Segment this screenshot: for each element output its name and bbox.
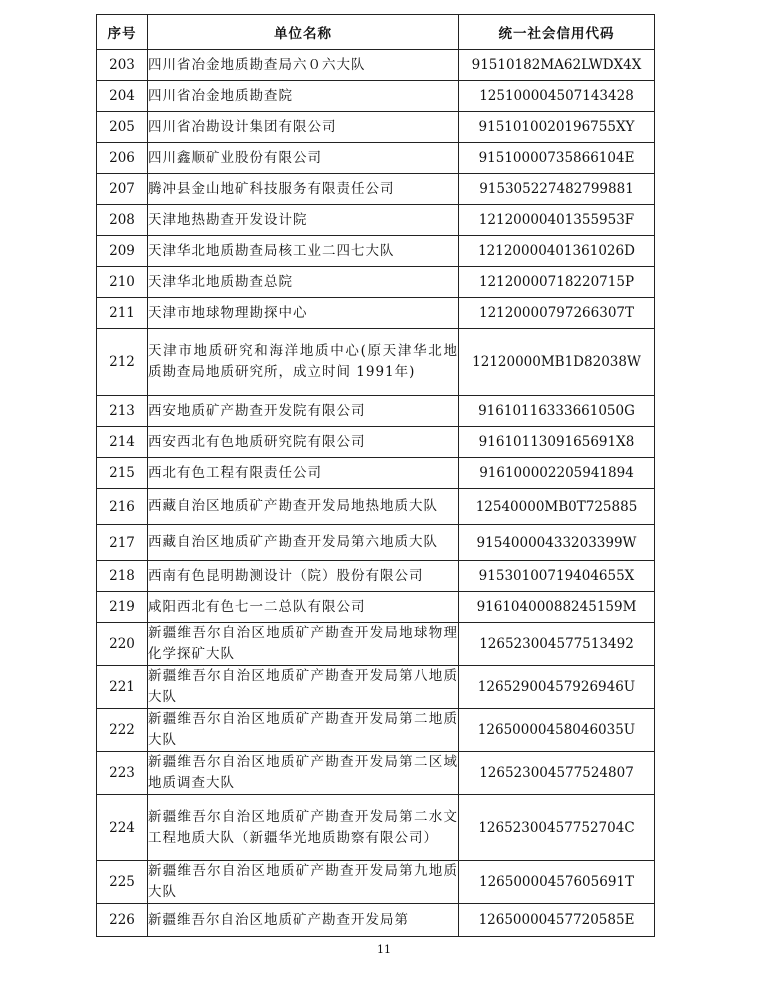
table-row — [97, 112, 655, 143]
row-credit-code: 9151010020196755XY — [459, 112, 655, 143]
row-credit-code: 91540000433203399W — [459, 525, 655, 561]
row-credit-code: 12650000458046035U — [459, 709, 655, 752]
row-serial-number: 210 — [97, 267, 148, 298]
row-unit-name: 天津华北地质勘查总院 — [148, 267, 459, 298]
row-unit-name: 天津华北地质勘查局核工业二四七大队 — [148, 236, 459, 267]
table-row — [97, 489, 655, 525]
row-credit-code: 12120000401361026D — [459, 236, 655, 267]
row-unit-name: 四川省冶金地质勘查院 — [148, 81, 459, 112]
table-row — [97, 298, 655, 329]
row-unit-name: 天津市地质研究和海洋地质中心(原天津华北地质勘查局地质研究所，成立时间 1991年) — [148, 329, 459, 396]
row-unit-name: 天津地热勘查开发设计院 — [148, 205, 459, 236]
row-unit-name: 新疆维吾尔自治区地质矿产勘查开发局第九地质大队 — [148, 861, 459, 904]
row-serial-number: 217 — [97, 525, 148, 561]
row-unit-name: 天津市地球物理勘探中心 — [148, 298, 459, 329]
table-row — [97, 795, 655, 861]
row-serial-number: 222 — [97, 709, 148, 752]
row-serial-number: 211 — [97, 298, 148, 329]
row-credit-code: 12652900457926946U — [459, 666, 655, 709]
row-serial-number: 203 — [97, 50, 148, 81]
row-serial-number: 204 — [97, 81, 148, 112]
row-unit-name: 新疆维吾尔自治区地质矿产勘查开发局第二区域地质调查大队 — [148, 752, 459, 795]
row-serial-number: 225 — [97, 861, 148, 904]
row-serial-number: 216 — [97, 489, 148, 525]
row-credit-code: 12652300457752704C — [459, 795, 655, 861]
table-header-row — [97, 15, 655, 50]
row-credit-code: 12120000797266307T — [459, 298, 655, 329]
row-unit-name: 西北有色工程有限责任公司 — [148, 458, 459, 489]
table-row — [97, 861, 655, 904]
table-row — [97, 205, 655, 236]
row-serial-number: 224 — [97, 795, 148, 861]
row-serial-number: 223 — [97, 752, 148, 795]
table-row — [97, 81, 655, 112]
table-row — [97, 458, 655, 489]
row-unit-name: 咸阳西北有色七一二总队有限公司 — [148, 592, 459, 623]
row-credit-code: 12650000457605691T — [459, 861, 655, 904]
table-row — [97, 904, 655, 937]
row-credit-code: 12120000MB1D82038W — [459, 329, 655, 396]
table-body — [97, 50, 655, 937]
table-row — [97, 525, 655, 561]
row-serial-number: 219 — [97, 592, 148, 623]
row-credit-code: 12120000718220715P — [459, 267, 655, 298]
header-credit-code: 统一社会信用代码 — [459, 15, 655, 50]
row-unit-name: 新疆维吾尔自治区地质矿产勘查开发局第八地质大队 — [148, 666, 459, 709]
table-row — [97, 267, 655, 298]
table-row — [97, 666, 655, 709]
row-unit-name: 新疆维吾尔自治区地质矿产勘查开发局第二水文工程地质大队（新疆华光地质勘察有限公司） — [148, 795, 459, 861]
table-row — [97, 396, 655, 427]
row-serial-number: 220 — [97, 623, 148, 666]
row-serial-number: 207 — [97, 174, 148, 205]
row-credit-code: 126523004577513492 — [459, 623, 655, 666]
row-serial-number: 212 — [97, 329, 148, 396]
row-unit-name: 四川鑫顺矿业股份有限公司 — [148, 143, 459, 174]
row-unit-name: 四川省冶金地质勘查局六０六大队 — [148, 50, 459, 81]
row-credit-code: 125100004507143428 — [459, 81, 655, 112]
row-unit-name: 四川省冶勘设计集团有限公司 — [148, 112, 459, 143]
table-row — [97, 236, 655, 267]
table-row — [97, 752, 655, 795]
row-serial-number: 218 — [97, 561, 148, 592]
row-serial-number: 215 — [97, 458, 148, 489]
row-unit-name: 新疆维吾尔自治区地质矿产勘查开发局第二地质大队 — [148, 709, 459, 752]
row-credit-code: 91610116333661050G — [459, 396, 655, 427]
row-credit-code: 91530100719404655X — [459, 561, 655, 592]
header-serial-number: 序号 — [97, 15, 148, 50]
row-serial-number: 226 — [97, 904, 148, 937]
row-unit-name: 西藏自治区地质矿产勘查开发局第六地质大队 — [148, 525, 459, 561]
row-serial-number: 205 — [97, 112, 148, 143]
row-credit-code: 12120000401355953F — [459, 205, 655, 236]
table-row — [97, 623, 655, 666]
table-row — [97, 329, 655, 396]
table-row — [97, 50, 655, 81]
row-unit-name: 西安西北有色地质研究院有限公司 — [148, 427, 459, 458]
row-credit-code: 12540000MB0T725885 — [459, 489, 655, 525]
row-unit-name: 西南有色昆明勘测设计（院）股份有限公司 — [148, 561, 459, 592]
table-row — [97, 174, 655, 205]
row-credit-code: 91510000735866104E — [459, 143, 655, 174]
row-credit-code: 12650000457720585E — [459, 904, 655, 937]
row-serial-number: 208 — [97, 205, 148, 236]
row-serial-number: 213 — [97, 396, 148, 427]
row-credit-code: 9161011309165691X8 — [459, 427, 655, 458]
table-row — [97, 561, 655, 592]
row-unit-name: 新疆维吾尔自治区地质矿产勘查开发局第 — [148, 904, 459, 937]
row-credit-code: 91610400088245159M — [459, 592, 655, 623]
row-credit-code: 916100002205941894 — [459, 458, 655, 489]
row-unit-name: 西安地质矿产勘查开发院有限公司 — [148, 396, 459, 427]
row-serial-number: 209 — [97, 236, 148, 267]
header-unit-name: 单位名称 — [148, 15, 459, 50]
table-row — [97, 427, 655, 458]
unit-table — [96, 14, 655, 937]
row-serial-number: 206 — [97, 143, 148, 174]
row-unit-name: 西藏自治区地质矿产勘查开发局地热地质大队 — [148, 489, 459, 525]
row-unit-name: 腾冲县金山地矿科技服务有限责任公司 — [148, 174, 459, 205]
page-number: 11 — [377, 943, 391, 956]
row-unit-name: 新疆维吾尔自治区地质矿产勘查开发局地球物理化学探矿大队 — [148, 623, 459, 666]
row-credit-code: 915305227482799881 — [459, 174, 655, 205]
table-row — [97, 592, 655, 623]
row-credit-code: 126523004577524807 — [459, 752, 655, 795]
row-serial-number: 221 — [97, 666, 148, 709]
row-credit-code: 91510182MA62LWDX4X — [459, 50, 655, 81]
table-row — [97, 709, 655, 752]
row-serial-number: 214 — [97, 427, 148, 458]
table-row — [97, 143, 655, 174]
